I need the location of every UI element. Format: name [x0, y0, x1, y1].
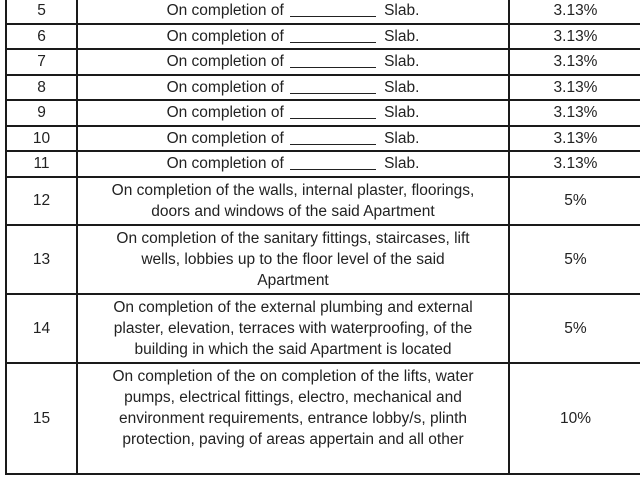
table-row — [6, 177, 640, 225]
row-percentage: 3.13% — [509, 100, 640, 126]
row-number: 8 — [6, 75, 77, 101]
table-row — [6, 363, 640, 474]
table-row — [6, 126, 640, 152]
description-suffix: Slab. — [384, 53, 420, 71]
description-suffix: Slab. — [384, 129, 420, 147]
row-percentage: 10% — [509, 363, 640, 474]
description-line: pumps, electrical fittings, electro, mechanical and — [124, 388, 462, 406]
table-row — [6, 0, 640, 24]
blank-line — [290, 154, 376, 170]
description-line: doors and windows of the said Apartment — [151, 202, 435, 220]
row-description — [77, 151, 509, 177]
row-number: 7 — [6, 49, 77, 75]
row-number: 15 — [6, 363, 77, 474]
description-suffix: Slab. — [384, 155, 420, 173]
description-suffix: Slab. — [384, 78, 420, 96]
row-description — [77, 100, 509, 126]
payment-schedule-table — [5, 0, 640, 475]
row-description — [77, 177, 509, 225]
description-line: protection, paving of areas appertain and all other — [122, 430, 464, 448]
description-line: Apartment — [257, 271, 329, 289]
row-description — [77, 294, 509, 363]
table-row — [6, 49, 640, 75]
row-percentage: 3.13% — [509, 151, 640, 177]
description-prefix: On completion of — [166, 104, 284, 122]
blank-line — [290, 52, 376, 68]
row-number: 14 — [6, 294, 77, 363]
table-row — [6, 100, 640, 126]
row-number: 10 — [6, 126, 77, 152]
description-prefix: On completion of — [166, 53, 284, 71]
row-percentage: 3.13% — [509, 49, 640, 75]
row-description — [77, 24, 509, 50]
row-description — [77, 0, 509, 24]
description-line: building in which the said Apartment is located — [134, 340, 452, 358]
row-number: 12 — [6, 177, 77, 225]
row-percentage: 5% — [509, 177, 640, 225]
blank-line — [290, 78, 376, 94]
blank-line — [290, 1, 376, 17]
description-prefix: On completion of — [166, 27, 284, 45]
row-percentage: 3.13% — [509, 0, 640, 24]
blank-line — [290, 129, 376, 145]
table-row — [6, 24, 640, 50]
description-prefix: On completion of — [166, 129, 284, 147]
description-line: On completion of the sanitary fittings, staircases, lift — [116, 229, 470, 247]
description-line: On completion of the on completion of the lifts, water — [112, 367, 474, 385]
table-row — [6, 294, 640, 363]
description-prefix: On completion of — [166, 2, 284, 20]
row-percentage: 5% — [509, 294, 640, 363]
row-percentage: 3.13% — [509, 126, 640, 152]
description-line — [82, 450, 504, 471]
row-percentage: 3.13% — [509, 24, 640, 50]
blank-line — [290, 27, 376, 43]
description-line: plaster, elevation, terraces with waterproofing, of the — [113, 319, 473, 337]
row-description — [77, 363, 509, 474]
blank-line — [290, 103, 376, 119]
row-description — [77, 126, 509, 152]
description-suffix: Slab. — [384, 104, 420, 122]
description-line: On completion of the walls, internal plaster, floorings, — [111, 181, 475, 199]
row-description — [77, 75, 509, 101]
description-line: environment requirements, entrance lobby/s, plinth — [118, 409, 468, 427]
description-line: On completion of the external plumbing and external — [113, 298, 473, 316]
table-row — [6, 75, 640, 101]
row-description — [77, 49, 509, 75]
row-number: 13 — [6, 225, 77, 294]
row-percentage: 3.13% — [509, 75, 640, 101]
row-number: 5 — [6, 0, 77, 24]
table-row — [6, 225, 640, 294]
description-prefix: On completion of — [166, 78, 284, 96]
description-line: wells, lobbies up to the floor level of the said — [141, 250, 445, 268]
description-suffix: Slab. — [384, 27, 420, 45]
row-description — [77, 225, 509, 294]
row-number: 9 — [6, 100, 77, 126]
row-number: 6 — [6, 24, 77, 50]
description-prefix: On completion of — [166, 155, 284, 173]
description-suffix: Slab. — [384, 2, 420, 20]
table-row — [6, 151, 640, 177]
row-percentage: 5% — [509, 225, 640, 294]
row-number: 11 — [6, 151, 77, 177]
